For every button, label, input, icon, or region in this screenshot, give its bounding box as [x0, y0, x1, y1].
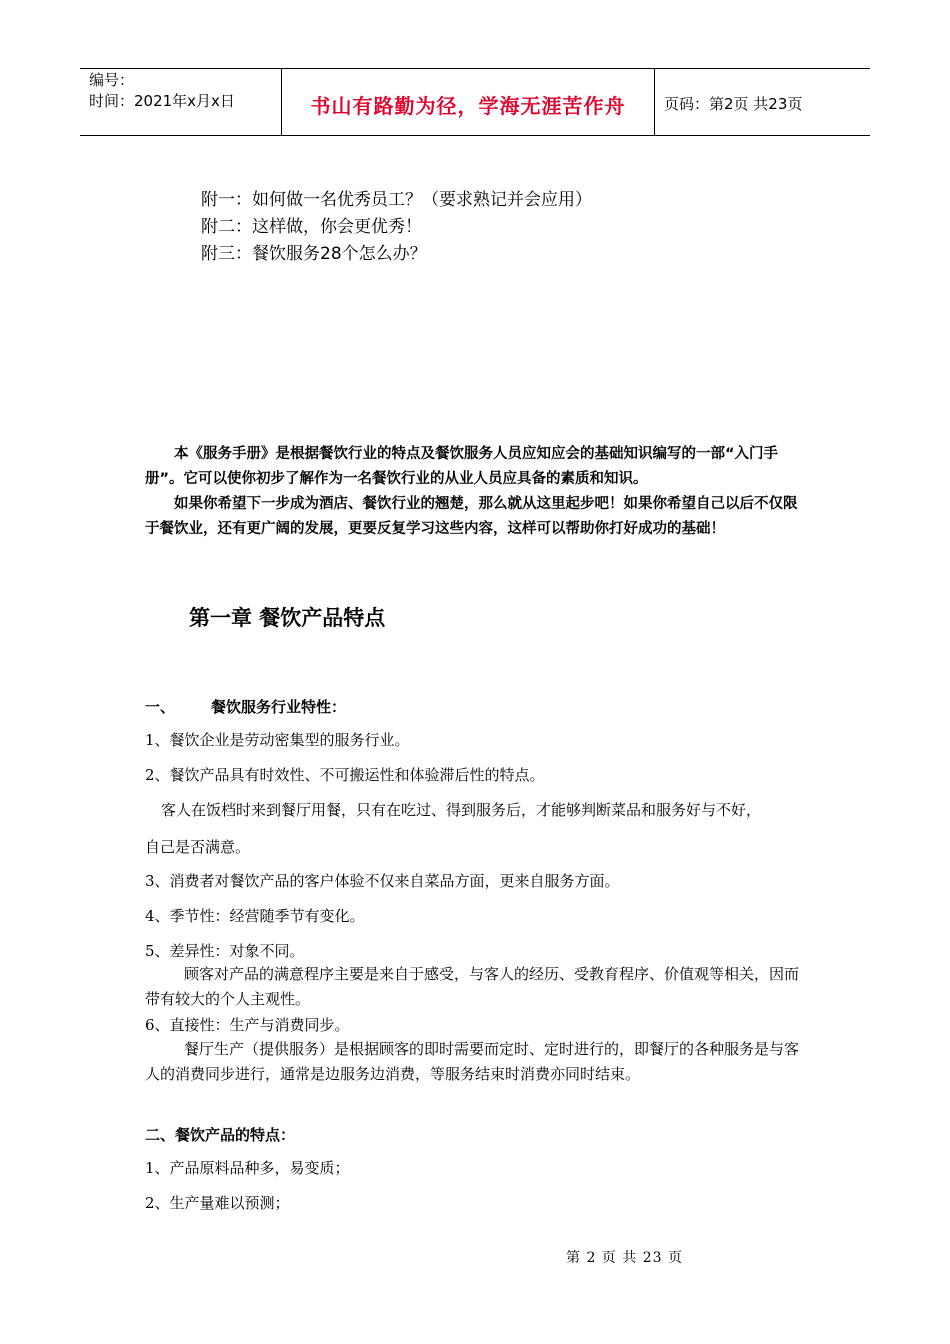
header-divider-left	[281, 68, 282, 136]
section-1-item-1: 1、餐饮企业是劳动密集型的服务行业。	[145, 731, 410, 749]
section-2-heading: 二、餐饮产品的特点：	[145, 1126, 296, 1144]
intro-paragraph-1: 本《服务手册》是根据餐饮行业的特点及餐饮服务人员应知应会的基础知识编写的一部“入门手册”。它可以使你初步了解作为一名餐饮行业的从业人员应具备的素质和知识。	[145, 446, 779, 487]
section-1-item-2: 2、餐饮产品具有时效性、不可搬运性和体验滞后性的特点。	[145, 766, 545, 784]
intro-paragraph-2: 如果你希望下一步成为酒店、餐饮行业的翘楚，那么就从这里起步吧！如果你希望自己以后不仅限于餐饮业，还有更广阔的发展，更要反复学习这些内容，这样可以帮助你打好成功的基础！	[145, 496, 798, 537]
section-1-item-6-paragraph: 餐厅生产（提供服务）是根据顾客的即时需要而定时、定时进行的，即餐厅的各种服务是与客人的消费同步进行，通常是边服务边消费，等服务结束时消费亦同时结束。	[145, 1040, 800, 1083]
section-2-item-1: 1、产品原料品种多，易变质；	[145, 1159, 350, 1177]
section-1-heading	[145, 696, 346, 717]
appendix-item-3: 附三：餐饮服务28个怎么办？	[201, 244, 427, 264]
section-1-title: 餐饮服务行业特性：	[211, 698, 347, 716]
appendix-item-2: 附二：这样做，你会更优秀！	[201, 217, 422, 237]
header-divider-right	[654, 68, 655, 136]
header-top-rule	[80, 68, 870, 69]
section-1-item-6: 6、直接性：生产与消费同步。	[145, 1016, 350, 1034]
section-1-item-6-detail	[145, 1037, 810, 1087]
header-meta	[89, 70, 235, 112]
section-1-item-2-note-cont: 自己是否满意。	[145, 838, 251, 856]
header-page-number: 页码：第2页 共23页	[664, 95, 803, 113]
section-1-number: 一、	[145, 698, 176, 716]
header-motto: 书山有路勤为径，学海无涯苦作舟	[310, 94, 626, 118]
header-bottom-rule	[80, 135, 870, 136]
section-1-item-5-paragraph: 顾客对产品的满意程序主要是来自于感受，与客人的经历、受教育程序、价值观等相关，因而带有较大的个人主观性。	[145, 965, 800, 1008]
section-2-item-2: 2、生产量难以预测；	[145, 1194, 290, 1212]
page-footer: 第 2 页 共 23 页	[566, 1250, 683, 1266]
section-1-item-5: 5、差异性：对象不同。	[145, 942, 305, 960]
section-1-item-4: 4、季节性：经营随季节有变化。	[145, 907, 365, 925]
section-1-item-5-detail	[145, 962, 810, 1012]
header-number: 编号：	[89, 71, 135, 89]
appendix-item-1: 附一：如何做一名优秀员工？（要求熟记并会应用）	[201, 190, 592, 210]
section-1-item-3: 3、消费者对餐饮产品的客户体验不仅来自菜品方面，更来自服务方面。	[145, 872, 620, 890]
section-1-item-2-note: 客人在饭档时来到餐厅用餐，只有在吃过、得到服务后，才能够判断菜品和服务好与不好，	[161, 801, 762, 819]
header-time: 时间：2021年x月x日	[89, 92, 235, 110]
intro-text	[145, 442, 810, 542]
chapter-title: 第一章 餐饮产品特点	[189, 606, 386, 630]
